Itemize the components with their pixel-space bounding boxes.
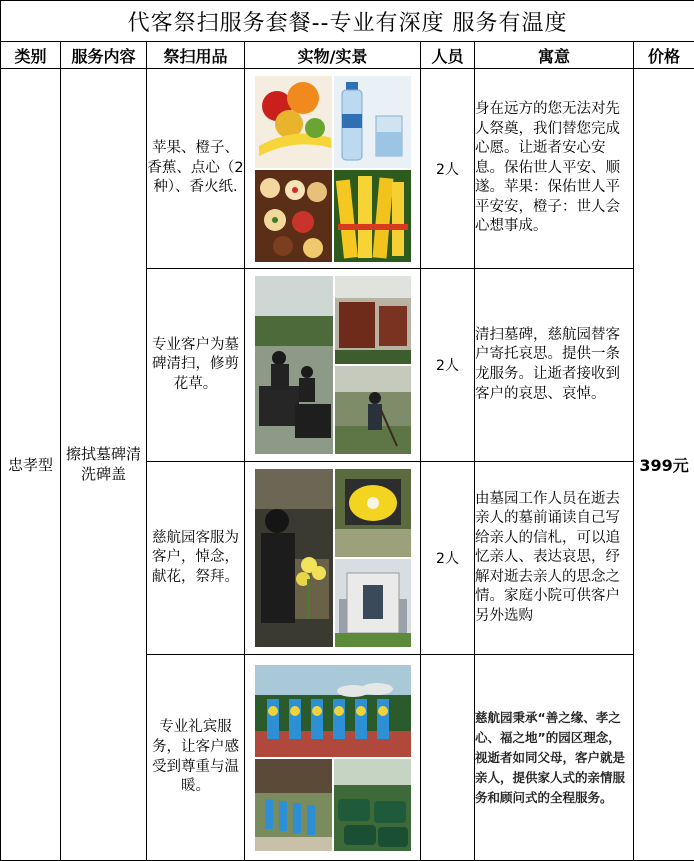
ceremony-photo-collage: [255, 665, 411, 851]
honor-guard-photo: [255, 665, 411, 757]
water-bottle-photo: [334, 76, 411, 168]
sweeping-photo: [335, 366, 411, 454]
header-category: 类别: [1, 42, 61, 69]
vehicles-photo: [334, 759, 411, 851]
people-cell: 2人: [421, 462, 475, 655]
ceremony-photo-pair: [255, 759, 411, 851]
items-cell: 专业客户为墓碑清扫，修剪花草。: [147, 269, 245, 462]
photo-cell: [245, 462, 421, 655]
grave-row-photo: [335, 276, 411, 364]
photo-cell: [245, 69, 421, 269]
people-cell: 2人: [421, 69, 475, 269]
meaning-cell: 身在远方的您无法对先人祭奠，我们替您完成心愿。让逝者安心安息。保佑世人平安、顺遂。苹果：保佑世人平平安安，橙子：世人会心想事成。: [475, 69, 634, 269]
items-cell: 苹果、橙子、香蕉、点心（2种）、香火纸.: [147, 69, 245, 269]
header-meaning: 寓意: [475, 42, 634, 69]
laying-flowers-photo: [255, 469, 333, 647]
photo-cell: [245, 269, 421, 462]
header-price: 价格: [634, 42, 694, 69]
tomb-cleaning-photo-collage: [255, 276, 411, 454]
service-cell: 擦拭墓碑清洗碑盖: [61, 69, 147, 861]
meaning-cell: 由墓园工作人员在逝去亲人的墓前诵读自己写给亲人的信札，可以追忆亲人、表达哀思，纾解对逝去亲人的思念之情。家庭小院可供客户另外选购: [475, 462, 634, 655]
header-items: 祭扫用品: [147, 42, 245, 69]
photo-cell: [245, 655, 421, 861]
pastry-photo: [255, 170, 332, 262]
meaning-cell: 清扫墓碑，慈航园替客户寄托哀思。提供一条龙服务。让逝者接收到客户的哀思、哀悼。: [475, 269, 634, 462]
meaning-cell: 慈航园秉承“善之缘、孝之心、福之地”的园区理念，视逝者如同父母，客户就是亲人，提供家人式的亲情服务和顾问式的全程服务。: [475, 655, 634, 861]
memorial-photo-collage: [255, 469, 411, 647]
fruit-photo: [255, 76, 332, 168]
offerings-photo-collage: [255, 76, 411, 262]
table-row: [1, 69, 694, 269]
header-people: 人员: [421, 42, 475, 69]
header-service: 服务内容: [61, 42, 147, 69]
category-cell: 忠孝型: [1, 69, 61, 861]
procession-photo: [255, 759, 332, 851]
header-photos: 实物/实景: [245, 42, 421, 69]
family-yard-photo: [335, 559, 411, 647]
flower-grave-photo: [335, 469, 411, 557]
people-cell: 2人: [421, 269, 475, 462]
price-cell: 399元: [634, 69, 694, 861]
page-title: 代客祭扫服务套餐--专业有深度 服务有温度: [1, 1, 694, 42]
cleaning-tomb-photo: [255, 276, 333, 454]
people-cell: [421, 655, 475, 861]
joss-paper-photo: [334, 170, 411, 262]
items-cell: 慈航园客服为客户，悼念，献花，祭拜。: [147, 462, 245, 655]
items-cell: 专业礼宾服务，让客户感受到尊重与温暖。: [147, 655, 245, 861]
